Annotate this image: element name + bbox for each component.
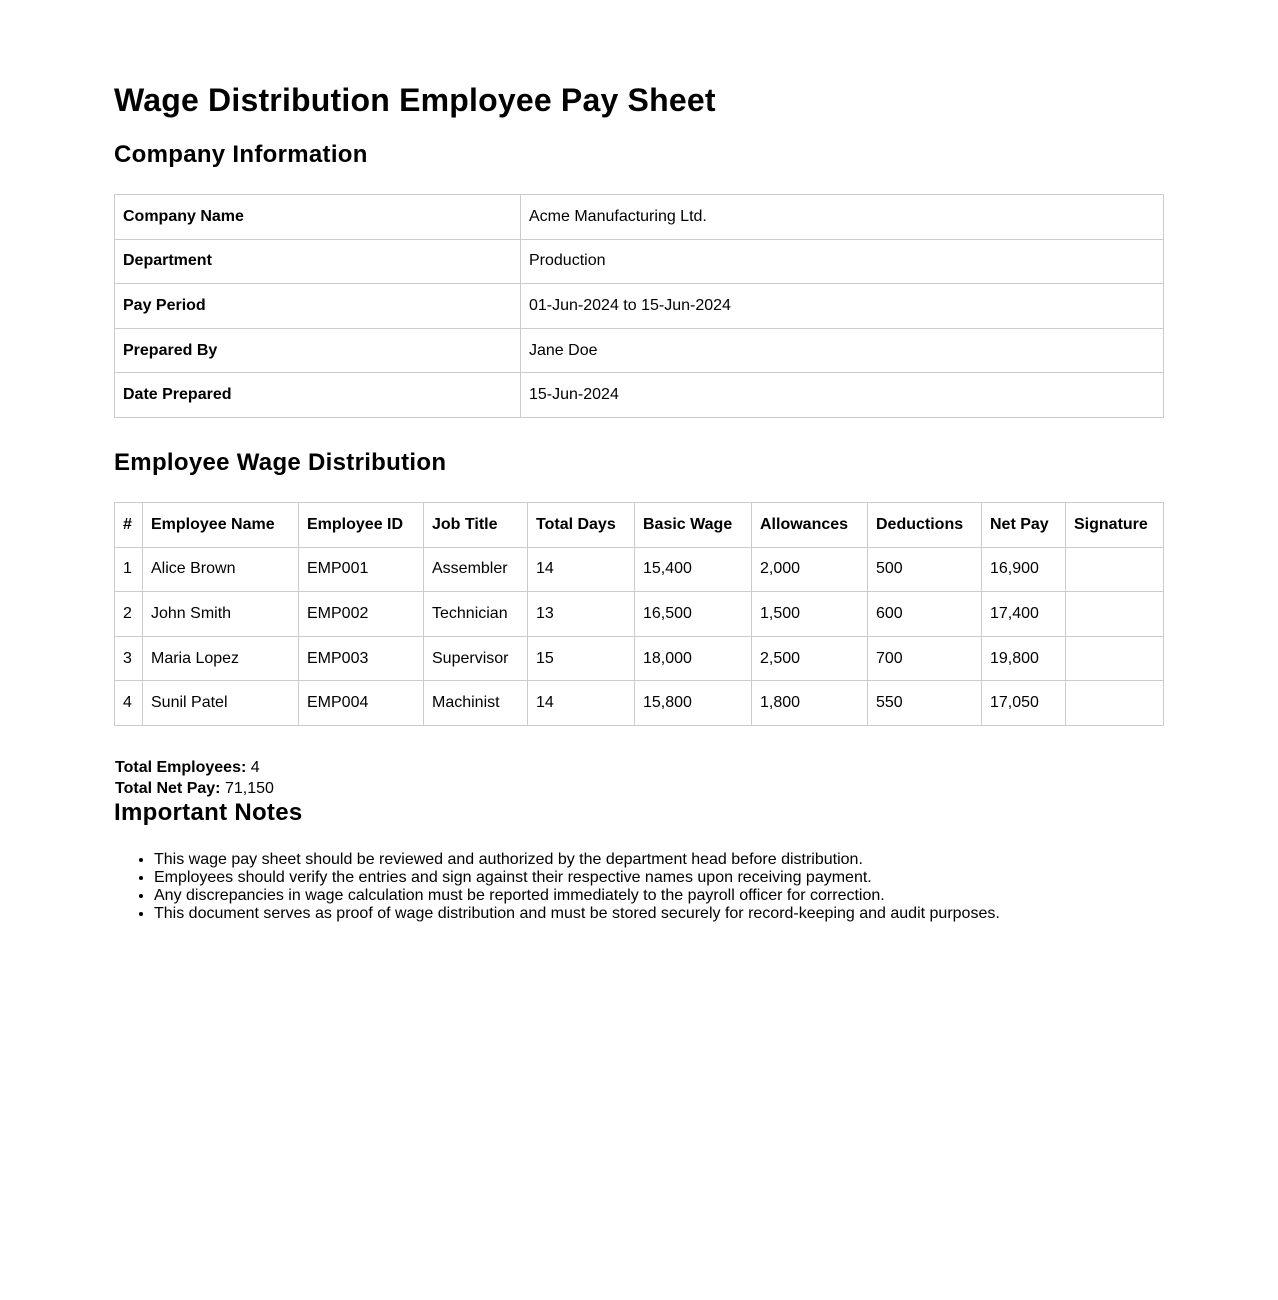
total-employees-value: 4 <box>250 759 260 776</box>
allowances: 2,500 <box>752 636 868 681</box>
column-header: Total Days <box>528 503 635 548</box>
list-item: • Any discrepancies in wage calculation must be reported immediately to the payroll officer for correction. <box>154 887 1000 905</box>
job-title: Machinist <box>424 681 528 726</box>
company-value: Acme Manufacturing Ltd. <box>521 195 1164 240</box>
employee-id: EMP004 <box>299 681 424 726</box>
signature-cell <box>1066 681 1164 726</box>
wage-distribution-heading: Employee Wage Distribution <box>114 449 447 476</box>
column-header: Signature <box>1066 503 1164 548</box>
company-row <box>115 239 1164 284</box>
table-row <box>115 636 1164 681</box>
column-header: Employee ID <box>299 503 424 548</box>
total-days: 14 <box>528 547 635 592</box>
basic-wage: 18,000 <box>635 636 752 681</box>
column-header: Job Title <box>424 503 528 548</box>
company-label: Pay Period <box>115 284 521 329</box>
column-header: Net Pay <box>982 503 1066 548</box>
row-number: 4 <box>115 681 143 726</box>
row-number: 3 <box>115 636 143 681</box>
list-item: • This document serves as proof of wage distribution and must be stored securely for record-keeping and audit purposes. <box>154 905 1000 923</box>
column-header: Allowances <box>752 503 868 548</box>
employee-id: EMP003 <box>299 636 424 681</box>
net-pay: 19,800 <box>982 636 1066 681</box>
company-value: Jane Doe <box>521 328 1164 373</box>
company-label: Department <box>115 239 521 284</box>
employee-id: EMP002 <box>299 592 424 637</box>
employee-id: EMP001 <box>299 547 424 592</box>
basic-wage: 15,800 <box>635 681 752 726</box>
basic-wage: 16,500 <box>635 592 752 637</box>
table-row <box>115 592 1164 637</box>
column-header: # <box>115 503 143 548</box>
company-row <box>115 328 1164 373</box>
row-number: 2 <box>115 592 143 637</box>
deductions: 550 <box>868 681 982 726</box>
total-net-pay-label: Total Net Pay: <box>115 780 221 797</box>
total-net-pay-value: 71,150 <box>224 780 274 797</box>
employee-name: Maria Lopez <box>143 636 299 681</box>
job-title: Assembler <box>424 547 528 592</box>
list-item: • Employees should verify the entries and sign against their respective names upon receiving payment. <box>154 869 1000 887</box>
deductions: 600 <box>868 592 982 637</box>
company-label: Prepared By <box>115 328 521 373</box>
list-item: • This wage pay sheet should be reviewed and authorized by the department head before distribution. <box>154 851 1000 869</box>
company-value: 01-Jun-2024 to 15-Jun-2024 <box>521 284 1164 329</box>
net-pay: 17,400 <box>982 592 1066 637</box>
important-notes-heading: Important Notes <box>114 799 303 826</box>
column-header: Employee Name <box>143 503 299 548</box>
total-days: 13 <box>528 592 635 637</box>
table-header-row <box>115 503 1164 548</box>
total-days: 14 <box>528 681 635 726</box>
table-row <box>115 681 1164 726</box>
table-row <box>115 547 1164 592</box>
signature-cell <box>1066 547 1164 592</box>
company-value: 15-Jun-2024 <box>521 373 1164 418</box>
company-row <box>115 195 1164 240</box>
employee-name: Sunil Patel <box>143 681 299 726</box>
total-employees-label: Total Employees: <box>115 759 247 776</box>
company-row <box>115 284 1164 329</box>
row-number: 1 <box>115 547 143 592</box>
total-net-pay <box>115 780 274 798</box>
basic-wage: 15,400 <box>635 547 752 592</box>
wage-distribution-table <box>114 502 1164 726</box>
net-pay: 17,050 <box>982 681 1066 726</box>
page-title: Wage Distribution Employee Pay Sheet <box>114 82 716 118</box>
allowances: 1,500 <box>752 592 868 637</box>
signature-cell <box>1066 592 1164 637</box>
net-pay: 16,900 <box>982 547 1066 592</box>
allowances: 2,000 <box>752 547 868 592</box>
company-label: Date Prepared <box>115 373 521 418</box>
column-header: Basic Wage <box>635 503 752 548</box>
company-row <box>115 373 1164 418</box>
company-value: Production <box>521 239 1164 284</box>
total-days: 15 <box>528 636 635 681</box>
notes-list <box>114 851 1000 923</box>
company-label: Company Name <box>115 195 521 240</box>
company-info-heading: Company Information <box>114 141 368 168</box>
job-title: Technician <box>424 592 528 637</box>
total-employees <box>115 759 260 777</box>
job-title: Supervisor <box>424 636 528 681</box>
employee-name: Alice Brown <box>143 547 299 592</box>
allowances: 1,800 <box>752 681 868 726</box>
company-info-table <box>114 194 1164 418</box>
employee-name: John Smith <box>143 592 299 637</box>
deductions: 500 <box>868 547 982 592</box>
column-header: Deductions <box>868 503 982 548</box>
deductions: 700 <box>868 636 982 681</box>
signature-cell <box>1066 636 1164 681</box>
